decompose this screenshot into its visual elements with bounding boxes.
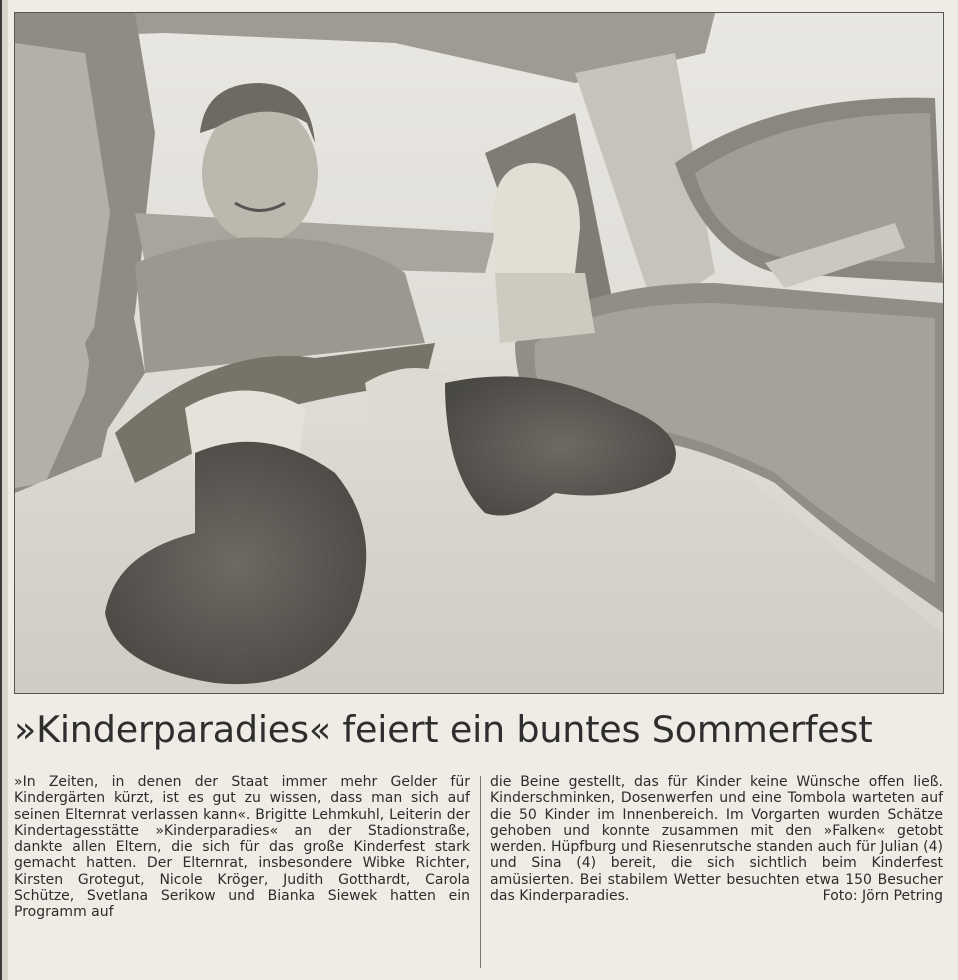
photo-credit: Foto: Jörn Petring [822,888,943,905]
column-divider [480,776,481,968]
paragraph-left: »In Zeiten, in denen der Staat immer mehr Gelder für Kindergärten kürzt, ist es gut zu wissen, dass man sich auf seinen Elternrat verlassen kann«. Brigitte Lehmkuhl, Leiterin der Kindertagesstätte »Kinderparadies« an der Stadionstraße, dankte allen Eltern, die sich für das große Kinderfest stark gemacht hatten. Der Elternrat, insbesondere Wibke Richter, Kirsten Grotegut, Nicole Kröger, Judith Gotthardt, Carola Schütze, Svetlana Serikow und Bianka Siewek hatten ein Programm auf [14,774,470,921]
paragraph-right [490,774,943,904]
page-edge [0,0,8,980]
article-photo [14,12,944,694]
article-body [14,774,944,974]
headline: »Kinderparadies« feiert ein buntes Sommerfest [14,708,873,751]
bouncy-castle-photo [15,13,943,693]
paragraph-right-text: die Beine gestellt, das für Kinder keine Wünsche offen ließ. Kinderschminken, Dosenwerfen und eine Tombola warteten auf die 50 Kinder im Innenbereich. Im Vorgarten wurden Schätze gehoben und konnte zusammen mit den »Falken« getobt werden. Hüpfburg und Riesenrutsche standen auch für Julian (4) und Sina (4) bereit, die sich sichtlich beim Kinderfest amüsierten. Bei stabilem Wetter besuchten etwa 150 Besucher das Kinderparadies. [490,774,943,905]
